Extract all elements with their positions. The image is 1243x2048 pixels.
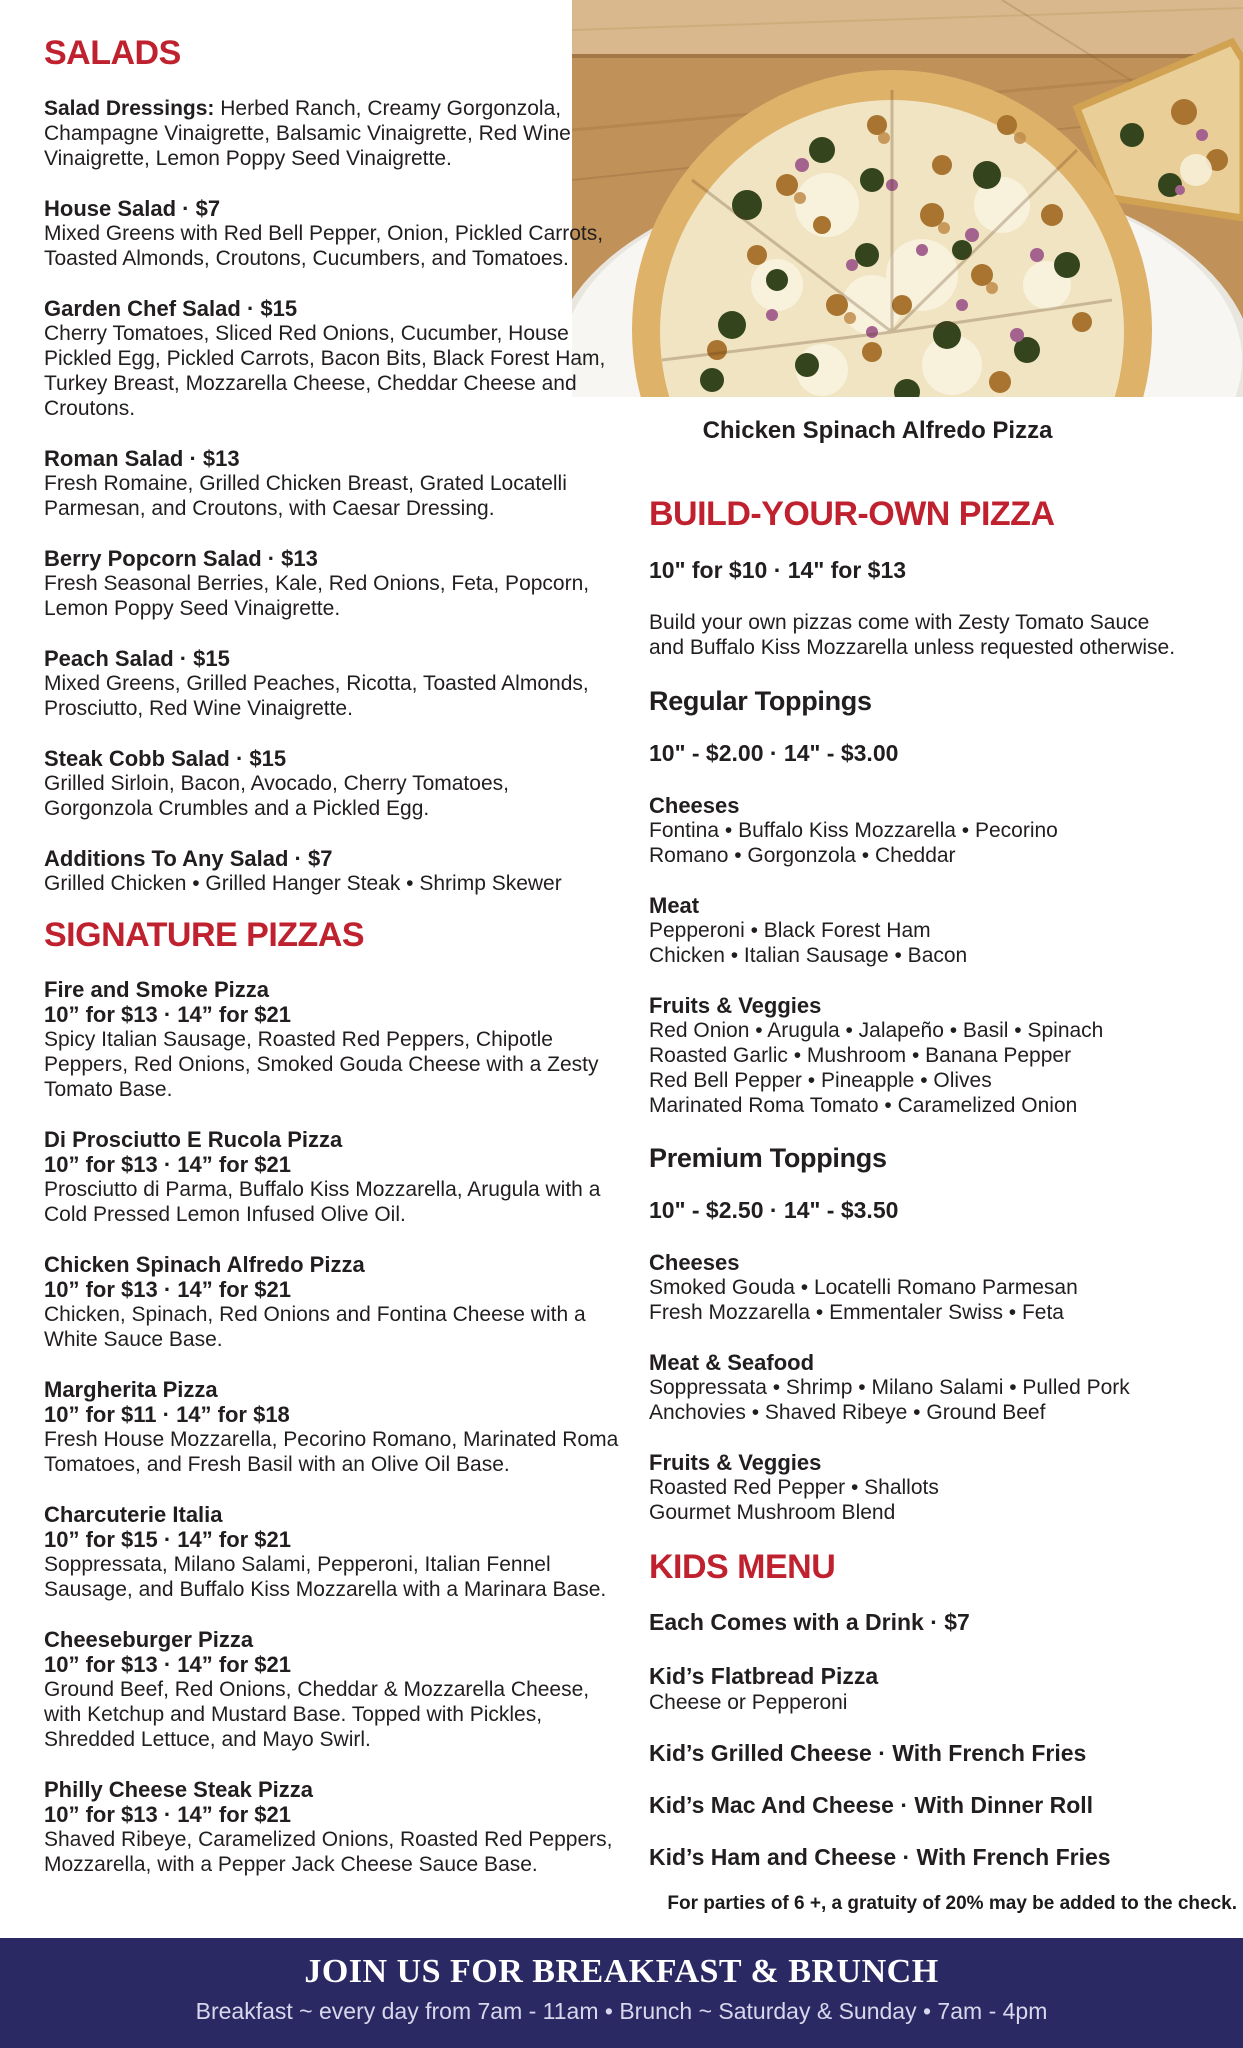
pizza-photo-illustration [572,0,1243,397]
kids-item [649,1844,1197,1871]
topping-group-label: Meat [649,892,700,918]
right-column [649,497,1197,1896]
pizza-item-title: Margherita Pizza [44,1377,218,1403]
salad-dressings-text: Herbed Ranch, Creamy Gorgonzola, Champagne Vinaigrette, Balsamic Vinaigrette, Red Wine Vinaigrette, Lemon Poppy Seed Vinaigrette. [44,96,571,170]
regular-toppings-price: 10" - $2.00 · 14" - $3.00 [649,739,899,766]
salad-item [44,446,619,521]
topping-line: Roasted Garlic • Mushroom • Banana Pepper [649,1043,1072,1067]
pizza-item-desc: Soppressata, Milano Salami, Pepperoni, Italian Fennel Sausage, and Buffalo Kiss Mozzarella with a Marinara Base. [44,1553,607,1602]
salad-item-desc: Grilled Chicken • Grilled Hanger Steak • Shrimp Skewer [44,871,562,895]
topping-line: Soppressata • Shrimp • Milano Salami • Pulled Pork [649,1375,1130,1399]
pizza-item-price: 10” for $13 · 14” for $21 [44,1652,292,1678]
topping-group-label: Cheeses [649,1249,740,1275]
kids-item [649,1663,1197,1715]
topping-line: Chicken • Italian Sausage • Bacon [649,943,968,967]
topping-line: Marinated Roma Tomato • Caramelized Onion [649,1093,1078,1117]
footer-title: JOIN US FOR BREAKFAST & BRUNCH [304,1953,939,1990]
topping-line: Roasted Red Pepper • Shallots [649,1475,939,1499]
topping-line: Gourmet Mushroom Blend [649,1500,896,1524]
premium-toppings-heading: Premium Toppings [649,1142,887,1173]
pizza-item-price: 10” for $13 · 14” for $21 [44,1152,292,1178]
salads-heading: SALADS [44,34,181,72]
salad-item-desc: Mixed Greens, Grilled Peaches, Ricotta, Toasted Almonds, Prosciutto, Red Wine Vinaigrette. [44,671,589,720]
photo-caption: Chicken Spinach Alfredo Pizza [702,417,1053,444]
pizza-item [44,1377,619,1477]
pizza-item [44,1127,619,1227]
salad-item [44,646,619,721]
topping-group-fruits-veggies [649,993,1197,1118]
pizza-item [44,1627,619,1752]
salad-item-desc: Fresh Seasonal Berries, Kale, Red Onions, Feta, Popcorn, Lemon Poppy Seed Vinaigrette. [44,571,590,620]
pizza-item-price: 10” for $11 · 14” for $18 [44,1402,290,1428]
topping-group-fruits-veggies [649,1450,1197,1525]
pizza-item-desc: Fresh House Mozzarella, Pecorino Romano, Marinated Roma Tomatoes, and Fresh Basil with an Olive Oil Base. [44,1428,619,1477]
topping-line: Fresh Mozzarella • Emmentaler Swiss • Feta [649,1300,1064,1324]
build-your-own-heading: BUILD-YOUR-OWN PIZZA [649,495,1055,533]
kids-item [649,1792,1197,1819]
premium-toppings-price: 10" - $2.50 · 14" - $3.50 [649,1196,899,1223]
topping-line: Anchovies • Shaved Ribeye • Ground Beef [649,1400,1046,1424]
salad-item-title: House Salad · $7 [44,195,221,221]
salad-dressings-label: Salad Dressings: [44,96,215,120]
byo-price-line: 10" for $10 · 14" for $13 [649,556,907,583]
pizza-item-title: Fire and Smoke Pizza [44,977,269,1003]
pizza-item [44,1502,619,1602]
pizza-item-price: 10” for $15 · 14” for $21 [44,1527,292,1553]
topping-group-label: Cheeses [649,792,740,818]
kids-item-title: Kid’s Mac And Cheese · With Dinner Roll [649,1792,1094,1819]
topping-line: Smoked Gouda • Locatelli Romano Parmesan [649,1275,1078,1299]
pizza-item-price: 10” for $13 · 14” for $21 [44,1002,292,1028]
kids-item [649,1740,1197,1767]
salad-item [44,546,619,621]
topping-group-label: Fruits & Veggies [649,1449,822,1475]
pizza-item [44,1252,619,1352]
kids-menu-heading: KIDS MENU [649,1547,836,1586]
salad-item-title: Berry Popcorn Salad · $13 [44,545,318,571]
salad-item [44,296,619,421]
signature-pizzas-heading: SIGNATURE PIZZAS [44,915,365,954]
salad-item-title: Garden Chef Salad · $15 [44,295,298,321]
salad-item-desc: Cherry Tomatoes, Sliced Red Onions, Cucumber, House Pickled Egg, Pickled Carrots, Bacon Bits, Black Forest Ham, Turkey Breast, Mozzarella Cheese, Cheddar Cheese and Croutons. [44,321,606,420]
salad-item-desc: Grilled Sirloin, Bacon, Avocado, Cherry Tomatoes, Gorgonzola Crumbles and a Pickled Egg. [44,771,509,820]
byo-intro [649,610,1197,660]
salad-item-desc: Mixed Greens with Red Bell Pepper, Onion, Pickled Carrots, Toasted Almonds, Croutons, Cucumbers, and Tomatoes. [44,221,604,270]
pizza-item-title: Charcuterie Italia [44,1502,223,1528]
topping-line: Romano • Gorgonzola • Cheddar [649,843,956,867]
salad-item [44,196,619,271]
pizza-item [44,1777,619,1877]
pizza-item-title: Chicken Spinach Alfredo Pizza [44,1252,365,1278]
salad-item-desc: Fresh Romaine, Grilled Chicken Breast, Grated Locatelli Parmesan, and Croutons, with Caesar Dressing. [44,471,567,520]
pizza-item-desc: Ground Beef, Red Onions, Cheddar & Mozzarella Cheese, with Ketchup and Mustard Base. Topped with Pickles, Shredded Lettuce, and Mayo Swirl. [44,1678,590,1752]
kids-item-title: Kid’s Ham and Cheese · With French Fries [649,1844,1111,1871]
topping-group-meat-seafood [649,1350,1197,1425]
salad-item [44,746,619,821]
topping-line: Red Onion • Arugula • Jalapeño • Basil • Spinach [649,1018,1104,1042]
kids-item-sub: Cheese or Pepperoni [649,1691,848,1715]
pizza-item-desc: Shaved Ribeye, Caramelized Onions, Roasted Red Peppers, Mozzarella, with a Pepper Jack Cheese Sauce Base. [44,1828,613,1877]
pizza-item-price: 10” for $13 · 14” for $21 [44,1277,292,1303]
topping-line: Pepperoni • Black Forest Ham [649,918,931,942]
topping-group-cheeses [649,793,1197,868]
pizza-item-desc: Prosciutto di Parma, Buffalo Kiss Mozzarella, Arugula with a Cold Pressed Lemon Infused Olive Oil. [44,1178,601,1227]
pizza-photo [572,0,1243,397]
pizza-item-desc: Spicy Italian Sausage, Roasted Red Peppers, Chipotle Peppers, Red Onions, Smoked Gouda Cheese with a Zesty Tomato Base. [44,1028,599,1102]
salad-item [44,846,619,896]
footer-subtitle: Breakfast ~ every day from 7am - 11am • Brunch ~ Saturday & Sunday • 7am - 4pm [195,1998,1048,2024]
pizza-item-title: Di Prosciutto E Rucola Pizza [44,1127,343,1153]
kids-drink-line: Each Comes with a Drink · $7 [649,1609,970,1636]
salad-item-title: Peach Salad · $15 [44,645,230,671]
pizza-item-desc: Chicken, Spinach, Red Onions and Fontina Cheese with a White Sauce Base. [44,1303,586,1352]
salad-item-title: Roman Salad · $13 [44,445,240,471]
salad-item-title: Additions To Any Salad · $7 [44,845,333,871]
topping-group-meat [649,893,1197,968]
salad-dressings [44,96,619,171]
gratuity-note: For parties of 6 +, a gratuity of 20% may be added to the check. [667,1893,1237,1914]
topping-group-label: Meat & Seafood [649,1349,815,1375]
topping-group-label: Fruits & Veggies [649,992,822,1018]
byo-intro-line: Build your own pizzas come with Zesty Tomato Sauce [649,610,1150,634]
salad-item-title: Steak Cobb Salad · $15 [44,745,287,771]
pizza-item-price: 10” for $13 · 14” for $21 [44,1802,292,1828]
pizza-item-title: Cheeseburger Pizza [44,1627,254,1653]
pizza-item-title: Philly Cheese Steak Pizza [44,1777,314,1803]
topping-line: Fontina • Buffalo Kiss Mozzarella • Pecorino [649,818,1058,842]
regular-toppings-heading: Regular Toppings [649,685,872,716]
topping-group-cheeses [649,1250,1197,1325]
left-column [44,36,619,1877]
footer-banner [0,1938,1243,2048]
kids-item-title: Kid’s Flatbread Pizza [649,1663,879,1690]
pizza-item [44,977,619,1102]
kids-item-title: Kid’s Grilled Cheese · With French Fries [649,1740,1087,1767]
topping-line: Red Bell Pepper • Pineapple • Olives [649,1068,992,1092]
byo-intro-line: and Buffalo Kiss Mozzarella unless requested otherwise. [649,635,1176,659]
